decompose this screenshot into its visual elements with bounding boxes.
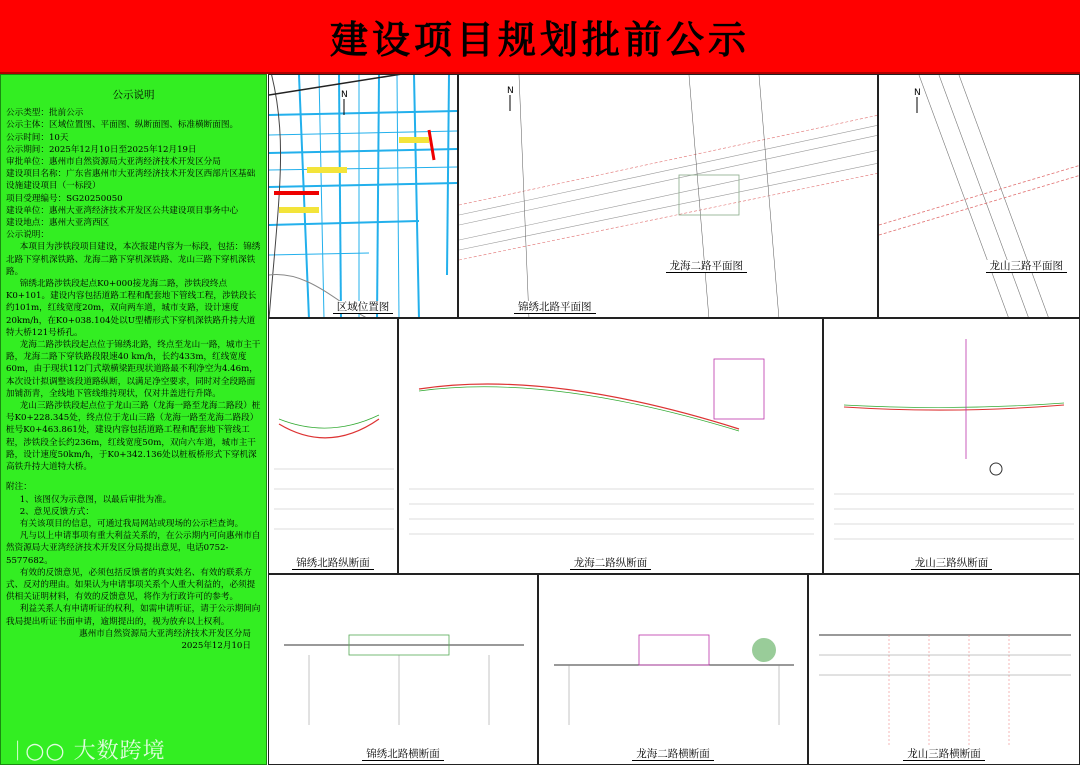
panel-caption: 锦绣北路平面图	[514, 301, 596, 314]
svg-text:N: N	[507, 86, 514, 96]
notice-line: 项目受理编号：SG20250050	[6, 193, 123, 204]
notice-line: 公示类型：批前公示	[6, 108, 84, 119]
panel-caption: 区域位置图	[333, 301, 394, 314]
jinxiu-section-drawing	[269, 575, 538, 765]
svg-text:N: N	[341, 90, 348, 100]
panel-caption: 龙山三路平面图	[986, 260, 1068, 273]
notice-paragraph: 本项目为涉铁段项目建设，本次报建内容为一标段，包括：锦绣北路下穿机深铁路、龙海二路下穿机深铁路、龙山三路下穿机深铁路。	[6, 242, 261, 277]
notice-date: 2025年12月10日	[181, 640, 251, 651]
notice-line: 建设项目名称：广东省惠州市大亚湾经济技术开发区西部片区基础设施建设项目（一标段）	[6, 169, 256, 192]
longshan-profile-drawing	[824, 319, 1080, 574]
panel-caption: 龙海二路平面图	[666, 260, 748, 273]
panel-caption: 龙海二路纵断面	[570, 557, 652, 570]
longhai-profile-panel	[398, 318, 823, 574]
longshan-plan-drawing	[879, 75, 1080, 318]
longhai-section-drawing	[539, 575, 808, 765]
notice-line: 建设单位：惠州大亚湾经济技术开发区公共建设项目事务中心	[6, 205, 239, 216]
longhai-plan-panel	[458, 74, 878, 318]
svg-text:N: N	[914, 88, 921, 98]
longhai-section-panel	[538, 574, 808, 765]
notice-line: 建设地点：惠州大亚湾西区	[6, 218, 110, 229]
location-map-panel	[268, 74, 458, 318]
location-map-drawing	[269, 75, 458, 318]
longshan-plan-panel	[878, 74, 1080, 318]
longhai-profile-drawing	[399, 319, 823, 574]
appendix-line: 利益关系人有申请听证的权利，如需申请听证，请于公示期间向我局提出听证书面申请，逾期提出的，视为放弃以上权利。	[6, 604, 261, 627]
appendix-line: 有效的反馈意见，必须包括反馈者的真实姓名、有效的联系方式、反对的理由。如果认为申请事项关系个人重大利益的，必须提供相关证明材料，有效的反馈意见，将作为行政许可的参考。	[6, 567, 256, 603]
panel-caption: 龙山三路横断面	[903, 748, 985, 761]
panel-caption: 锦绣北路横断面	[362, 748, 444, 761]
longshan-section-drawing	[809, 575, 1080, 765]
appendix-line: 2、意见反馈方式：	[19, 506, 94, 517]
jinxiu-profile-panel	[268, 318, 398, 574]
notice-line: 审批单位：惠州市自然资源局大亚湾经济技术开发区分局	[6, 157, 221, 168]
page-title: 建设项目规划批前公示	[329, 16, 750, 62]
longhai-plan-drawing	[459, 75, 878, 318]
notice-paragraph: 锦绣北路涉铁段起点K0+000接龙海二路，涉铁段终点K0+101。建设内容包括道路工程和配套地下管线工程，涉铁段长约101m，红线宽度20m，双向两车道，城市支路，设计速度20km/h，在K0+038.104处以U型槽形式下穿机深铁路升持大道特大桥121号桥孔。	[6, 279, 257, 338]
appendix-line: 1、该图仅为示意图，以最后审批为准。	[19, 494, 172, 505]
appendix-title: 附注：	[6, 482, 32, 493]
notice-line: 公示主体：区域位置图、平面图、纵断面图、标准横断面图。	[6, 120, 239, 131]
notice-line: 公示期间：2025年12月10日至2025年12月19日	[6, 144, 197, 155]
title-banner	[0, 0, 1080, 74]
jinxiu-profile-drawing	[269, 319, 398, 574]
notice-paragraph: 龙山三路涉铁段起点位于龙山三路（龙海一路至龙海二路段）桩号K0+228.345处，终点位于龙山三路（龙海一路至龙海二路段）桩号K0+463.861处，建设内容包括道路工程和配套地下管线工程，涉铁段全长约236m，红线宽度50m，双向六车道，城市主干路，设计速度50km/h，于K0+342.136处以桩板桥形式下穿机深高铁升持大道特大桥。	[6, 401, 261, 473]
signature: 惠州市自然资源局大亚湾经济技术开发区分局	[79, 628, 251, 639]
panel-caption: 锦绣北路纵断面	[292, 557, 374, 570]
panel-caption: 龙山三路纵断面	[911, 557, 993, 570]
longshan-profile-panel	[823, 318, 1080, 574]
longshan-section-panel	[808, 574, 1080, 765]
notice-line: 公示时间：10天	[6, 132, 69, 143]
notice-line: 公示说明：	[6, 230, 49, 241]
jinxiu-section-panel	[268, 574, 538, 765]
notice-paragraph: 龙海二路涉铁段起点位于锦绣北路，终点至龙山一路，城市主干路，龙海二路下穿铁路段限速40 km/h，长约433m，红线宽度60m，由于现状112门式墩横梁距现状道路最不利净空为4.46m，本次设计拟调整该段道路纵断，以满足净空要求，同时对全段路面加铺沥青，全线地下管线维持现状，仅对井盖进行升降。	[6, 340, 261, 399]
notice-panel	[0, 74, 267, 765]
panel-caption: 龙海二路横断面	[632, 748, 714, 761]
notice-heading: 公示说明	[112, 89, 155, 101]
watermark-logo-icon: ᛁ○○	[11, 738, 74, 764]
watermark: ᛁ○○ 大数跨境	[11, 738, 166, 764]
appendix-line: 有关该项目的信息，可通过我局网站或现场的公示栏查询。	[19, 518, 244, 529]
appendix-line: 凡与以上申请事项有重大利益关系的，在公示期内可向惠州市自然资源局大亚湾经济技术开发区分局提出意见，电话0752-5577682。	[6, 531, 261, 566]
